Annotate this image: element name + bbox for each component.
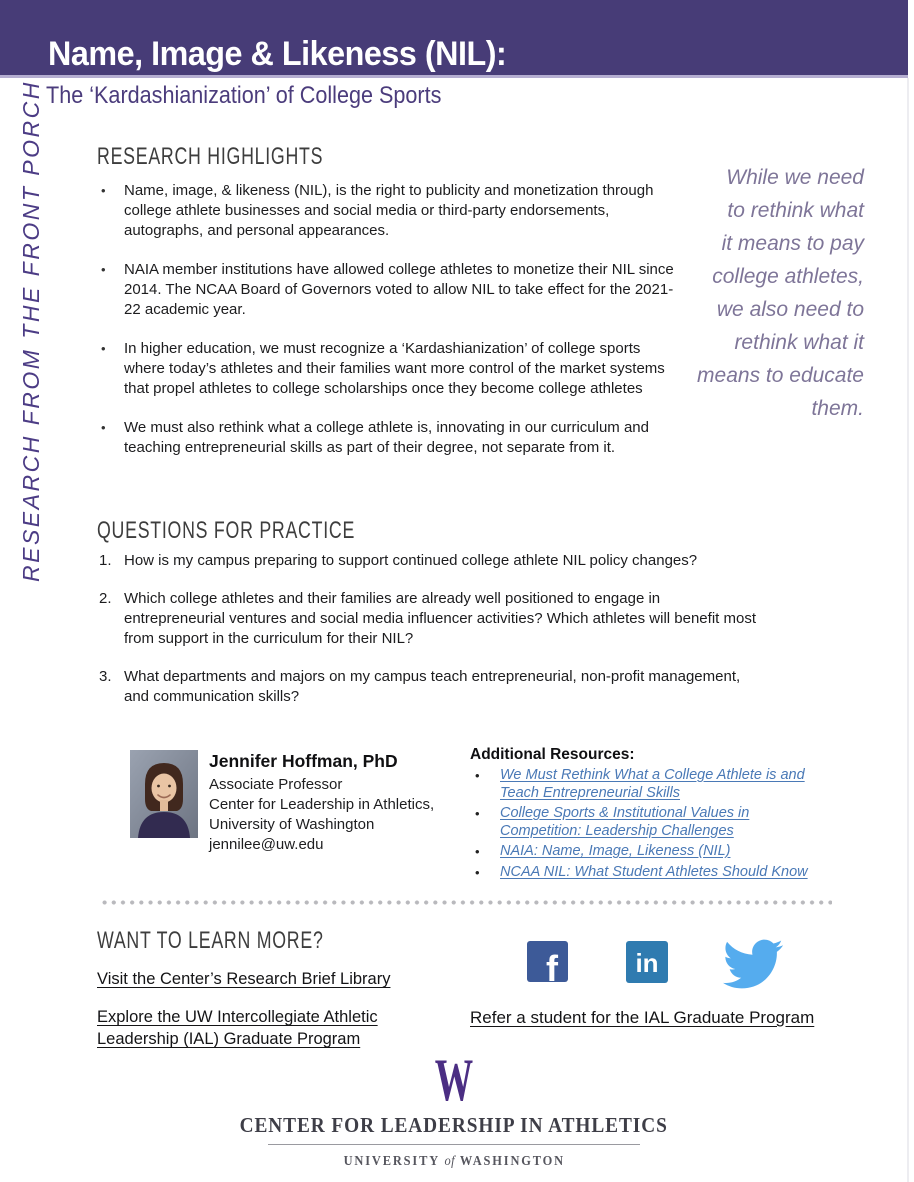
question-text: How is my campus preparing to support continued college athlete NIL policy changes? [124, 552, 698, 569]
research-highlight-item: • We must also rethink what a college athlete is, innovating in our curriculum and teaching entrepreneurial skills as part of their degree, not separate from it. [97, 418, 675, 458]
uw-block-w-logo: W [434, 1047, 474, 1113]
question-text: Which college athletes and their families are already well positioned to engage in entrepreneurial ventures and social media influencer activities? Which athletes will benefit most from support in the curriculum for their NIL? [124, 590, 756, 647]
svg-text:f: f [546, 948, 558, 982]
question-text: What departments and majors on my campus teach entrepreneurial, non-profit management, and communication skills? [124, 668, 741, 705]
svg-text:in: in [635, 948, 659, 978]
question-number: 2. [99, 590, 112, 607]
author-block [130, 750, 434, 855]
resources-list [470, 767, 832, 881]
footer-logo-block [0, 1047, 908, 1170]
question-item [97, 589, 765, 649]
research-highlight-item: • NAIA member institutions have allowed college athletes to monetize their NIL since 2014. The NCAA Board of Governors voted to allow NIL to take effect for the 2021-22 academic year. [97, 260, 675, 320]
resource-link-naia-nil[interactable]: NAIA: Name, Image, Likeness (NIL) [500, 843, 731, 859]
footer-divider-line [268, 1144, 640, 1145]
question-item [97, 667, 765, 707]
series-vertical-label: RESEARCH FROM THE FRONT PORCH [18, 80, 44, 582]
page-edge-line [907, 78, 909, 1182]
questions-list [97, 551, 765, 725]
resource-link-rethink-athlete[interactable]: We Must Rethink What a College Athlete is and Teach Entrepreneurial Skills [500, 767, 805, 801]
resource-link-institutional-values[interactable]: College Sports & Institutional Values in Competition: Leadership Challenges [500, 805, 750, 839]
twitter-icon[interactable] [721, 939, 785, 989]
header-banner [0, 0, 908, 78]
facebook-icon[interactable] [527, 941, 568, 982]
question-number: 1. [99, 552, 112, 569]
footer-university-name: UNIVERSITY of WASHINGTON [343, 1153, 565, 1168]
research-highlights-heading: RESEARCH HIGHLIGHTS [97, 143, 324, 170]
dotted-divider [100, 900, 832, 905]
author-title: Associate Professor [209, 776, 343, 793]
question-number: 3. [99, 668, 112, 685]
research-brief-library-link[interactable]: Visit the Center’s Research Brief Library [97, 970, 391, 988]
questions-heading: QUESTIONS FOR PRACTICE [97, 517, 356, 544]
additional-resources [470, 746, 832, 884]
page-title: Name, Image & Likeness (NIL): [48, 35, 507, 73]
author-details [209, 750, 434, 855]
refer-student-link[interactable]: Refer a student for the IAL Graduate Program [470, 1008, 815, 1027]
resource-item [470, 767, 832, 802]
resources-heading: Additional Resources: [470, 746, 635, 763]
research-highlights-list [97, 181, 675, 477]
resource-item [470, 805, 832, 840]
pull-quote: While we need to rethink what it means to pay college athletes, we also need to rethink what it means to educate them. [697, 166, 864, 420]
research-highlight-item: • In higher education, we must recognize a ‘Kardashianization’ of college sports where today’s athletes and their families want more control of the market systems that propel athletes to college scholarships once they become college athletes [97, 339, 675, 399]
question-item [97, 551, 765, 571]
resource-item [470, 864, 832, 882]
page-subtitle: The ‘Kardashianization’ of College Sports [46, 82, 442, 109]
author-email: jennilee@uw.edu [209, 836, 324, 853]
footer-org-name: CENTER FOR LEADERSHIP IN ATHLETICS [239, 1113, 669, 1137]
author-university: University of Washington [209, 816, 375, 833]
research-highlight-item: • Name, image, & likeness (NIL), is the right to publicity and monetization through college athlete businesses and social media or third-party endorsements, autographs, and personal appearances. [97, 181, 675, 241]
author-name: Jennifer Hoffman, PhD [209, 751, 398, 771]
linkedin-icon[interactable] [626, 941, 668, 983]
author-org: Center for Leadership in Athletics, [209, 796, 435, 813]
author-photo [130, 750, 198, 838]
ial-graduate-program-link[interactable]: Explore the UW Intercollegiate Athletic Leadership (IAL) Graduate Program [97, 1008, 378, 1048]
resource-item [470, 843, 832, 861]
learn-more-heading: WANT TO LEARN MORE? [97, 927, 324, 954]
resource-link-ncaa-nil[interactable]: NCAA NIL: What Student Athletes Should Know [500, 863, 808, 880]
